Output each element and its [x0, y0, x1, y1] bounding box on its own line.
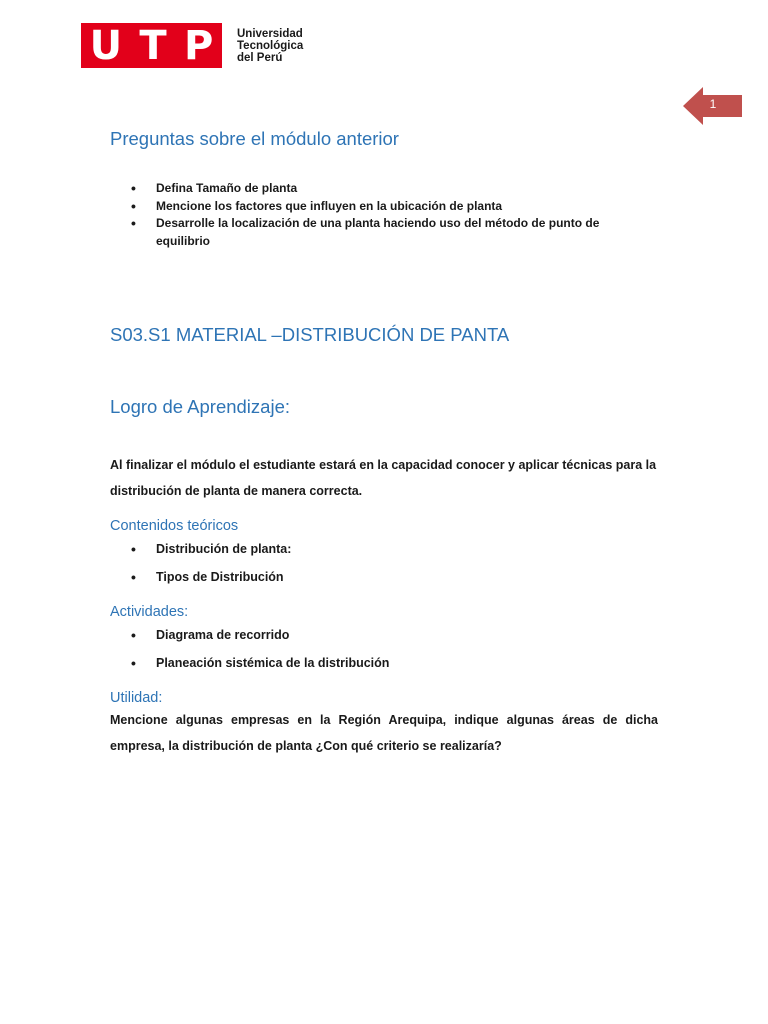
contenidos-list [110, 539, 630, 595]
list-item: • Desarrolle la localización de una planta haciendo uso del método de punto de equilibrio [110, 215, 630, 250]
logo-name-line: Universidad [237, 27, 303, 40]
actividades-title: Actividades: [110, 604, 189, 620]
logo-letter: U [89, 22, 123, 69]
logo-name-line: Tecnológica [237, 39, 304, 52]
logo-mark [81, 23, 222, 68]
list-item: • Distribución de planta: [110, 539, 630, 559]
list-item: • Diagrama de recorrido [110, 625, 630, 645]
utp-logo [81, 23, 303, 68]
list-item: • Planeación sistémica de la distribución [110, 653, 630, 673]
material-title: S03.S1 MATERIAL –DISTRIBUCIÓN DE PANTA [110, 324, 510, 345]
page-number: 1 [709, 97, 717, 111]
utilidad-title: Utilidad: [110, 690, 163, 706]
logro-text: Al finalizar el módulo el estudiante estará en la capacidad conocer y aplicar técnicas para la distribución de planta de manera correcta. [110, 458, 657, 498]
logo-name-line: del Perú [237, 51, 283, 64]
questions-list [110, 180, 630, 250]
actividades-list [110, 625, 630, 681]
page-number-badge [683, 86, 743, 126]
utilidad-text: Mencione algunas empresas en la Región Arequipa, indique algunas áreas de dicha empresa, la distribución de planta ¿Con qué criterio se realizaría? [110, 713, 658, 753]
list-item: • Tipos de Distribución [110, 567, 630, 587]
logo-letter: P [184, 22, 214, 69]
logo-letter: T [139, 22, 167, 69]
questions-title: Preguntas sobre el módulo anterior [110, 128, 399, 149]
list-item: • Defina Tamaño de planta [110, 180, 630, 198]
logo-name [237, 28, 303, 64]
logro-title: Logro de Aprendizaje: [110, 396, 290, 417]
list-item: • Mencione los factores que influyen en la ubicación de planta [110, 198, 630, 216]
contenidos-title: Contenidos teóricos [110, 518, 239, 534]
